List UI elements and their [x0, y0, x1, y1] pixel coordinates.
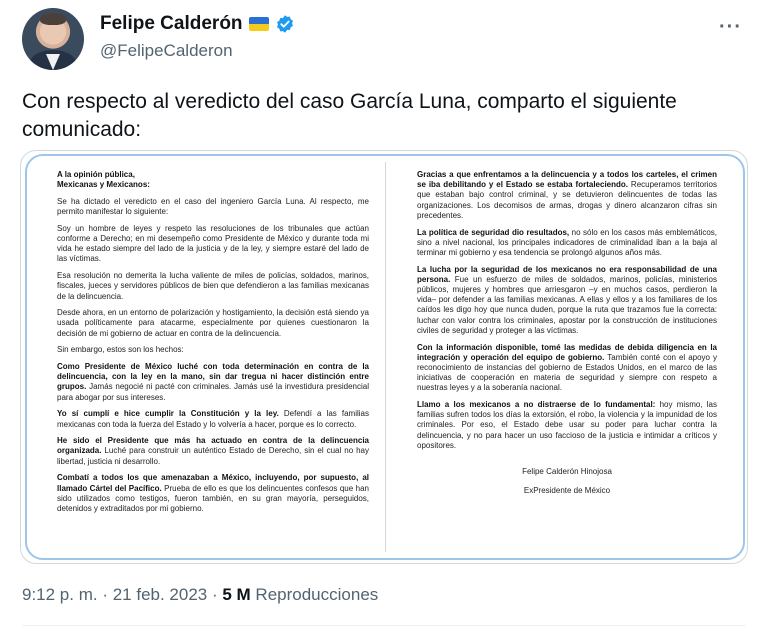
tweet-time[interactable]: 9:12 p. m.	[22, 585, 98, 604]
avatar[interactable]	[22, 8, 84, 70]
tweet-date[interactable]: 21 feb. 2023	[112, 585, 208, 604]
meta-separator: ·	[207, 585, 223, 604]
document-paragraph	[417, 400, 717, 451]
document-salutation	[57, 170, 369, 190]
document-paragraph	[57, 436, 369, 467]
tweet-metadata	[22, 584, 378, 606]
statement-document	[25, 154, 745, 560]
document-paragraph	[417, 170, 717, 221]
author-name-row	[100, 12, 295, 36]
paragraph-lead: He sido el Presidente que más ha actuado en contra de la delincuencia organizada.	[57, 436, 369, 456]
document-paragraph	[417, 343, 717, 394]
paragraph-body: Recuperamos territorios que estaban bajo control criminal, y se detuvieron delincuentes de todas las organizaciones. Los decomisos de armas, drogas y dinero alcanzaron cifras sin precedentes.	[417, 180, 717, 220]
paragraph-lead: Llamo a los mexicanos a no distraerse de lo fundamental:	[417, 400, 656, 410]
paragraph-body: no sólo en los casos más emblemáticos, sino a nivel nacional, los principales indicadores de criminalidad iban a la baja al terminar mi gobierno y esa tendencia se prolongó algunos años más.	[417, 227, 717, 257]
views-count: 5 M	[222, 585, 251, 604]
author-display-name[interactable]: Felipe Calderón	[100, 13, 243, 34]
document-signature	[417, 467, 717, 496]
paragraph-body: Fue un esfuerzo de miles de soldados, marinos, policías, ministerios públicos, mujeres y hombres que arriesgaron –y en muchos casos, perdieron la vida– por defender a las familias mexicanas. A ellas y ellos y a los familiares de los caídos les digo hoy que nunca duden, porque la ruta que trazamos fue la correcta: luchar con valor contra los criminales, apostar por la construcción de instituciones civiles de seguridad y proteger a las víctimas.	[417, 274, 717, 335]
paragraph-lead: Yo sí cumplí e hice cumplir la Constitución y la ley.	[57, 409, 279, 419]
paragraph-lead: Gracias a que enfrentamos a la delincuencia y a todos los carteles, el crimen se iba debilitando y el Estado se estaba fortaleciendo.	[417, 170, 717, 190]
paragraph-lead: Con la información disponible, tomé las medidas de debida diligencia en la integración y operación del equipo de gobierno.	[417, 342, 717, 362]
document-paragraph: Desde ahora, en un entorno de polarización y hostigamiento, la decisión está siendo ya usada políticamente para atacarme, especialmente por quienes cuestionaron la decisión de mi gobierno de actuar en contra de la delincuencia.	[57, 308, 369, 338]
paragraph-lead: Combatí a todos los que amenazaban a México, incluyendo, por supuesto, al llamado Cártel del Pacífico.	[57, 473, 369, 493]
verified-badge-icon[interactable]	[275, 14, 295, 34]
document-right-column	[417, 170, 717, 505]
document-paragraph	[57, 362, 369, 403]
paragraph-lead: La lucha por la seguridad de los mexicanos no era responsabilidad de una persona.	[417, 264, 717, 284]
paragraph-lead: La política de seguridad dio resultados,	[417, 227, 570, 237]
document-paragraph	[57, 473, 369, 514]
author-handle[interactable]: @FelipeCalderon	[100, 41, 233, 60]
meta-separator: ·	[97, 585, 113, 604]
document-paragraph: Esa resolución no demerita la lucha valiente de miles de policías, soldados, marinos, fiscales, jueces y servidores públicos de bien que defendieron a las familias mexicanas de la delincuencia.	[57, 271, 369, 301]
more-options-icon[interactable]: ···	[719, 16, 742, 38]
paragraph-body: Jamás negocié ni pacté con criminales. Jamás usé la investidura presidencial para abogar por sus intereses.	[57, 382, 369, 402]
document-paragraph: Soy un hombre de leyes y respeto las resoluciones de los tribunales que actúan conforme a Derecho; en mi desempeño como Presidente de México y durante toda mi vida he estado siempre del lado de la justicia y de la ley, y siempre estaré del lado de las víctimas.	[57, 223, 369, 264]
document-paragraph	[417, 265, 717, 336]
tweet-media-image[interactable]	[20, 150, 748, 564]
document-paragraph	[57, 409, 369, 429]
signature-title: ExPresidente de México	[523, 486, 611, 496]
column-divider	[385, 162, 386, 552]
paragraph-body: Luché para construir un auténtico Estado de Derecho, sin el cual no hay libertad, justicia ni desarrollo.	[57, 446, 369, 466]
paragraph-body: hoy mismo, las familias sufren todos los días la extorsión, el robo, la violencia y la impunidad de los criminales. Por eso, el Estado debe usar su poder para luchar contra la delincuencia, y no para hacer un uso faccioso de la justicia e intimidar a críticos y opositores.	[417, 400, 718, 450]
paragraph-body: Defendí a las familias mexicanas con toda la fuerza del Estado y lo volvería a hacer, porque es lo correcto.	[57, 409, 370, 429]
paragraph-body: Prueba de ello es que los delincuentes confesos que han sido utilizados como testigos, fueron también, en su gran mayoría, perseguidos, detenidos y extraditados por mi gobierno.	[57, 483, 369, 513]
document-paragraph	[417, 228, 717, 259]
salutation-line-1: A la opinión pública,	[57, 170, 135, 179]
tweet-text: Con respecto al veredicto del caso García Luna, comparto el siguiente comunicado:	[22, 90, 677, 141]
document-left-column	[57, 170, 369, 521]
paragraph-body: También conté con el apoyo y reconocimiento de instancias del gobierno de Estados Unidos, en el marco de las iniciativas de cooperación en materia de seguridad y siempre con respeto a nuestras leyes y a la soberanía nacional.	[417, 352, 718, 393]
salutation-line-2: Mexicanas y Mexicanos:	[57, 180, 150, 190]
document-paragraph: Sin embargo, estos son los hechos:	[57, 345, 184, 355]
views-label: Reproducciones	[250, 585, 379, 604]
divider	[22, 625, 746, 626]
tweet-header	[22, 8, 746, 72]
signature-name: Felipe Calderón Hinojosa	[522, 467, 612, 477]
ukraine-flag-icon	[249, 17, 269, 31]
paragraph-lead: Como Presidente de México luché con toda determinación en contra de la delincuencia, con la ley en la mano, sin dar tregua ni hacer distinción entre grupos.	[57, 362, 369, 392]
document-paragraph: Se ha dictado el veredicto en el caso del ingeniero García Luna. Al respecto, me permito manifestar lo siguiente:	[57, 196, 369, 217]
